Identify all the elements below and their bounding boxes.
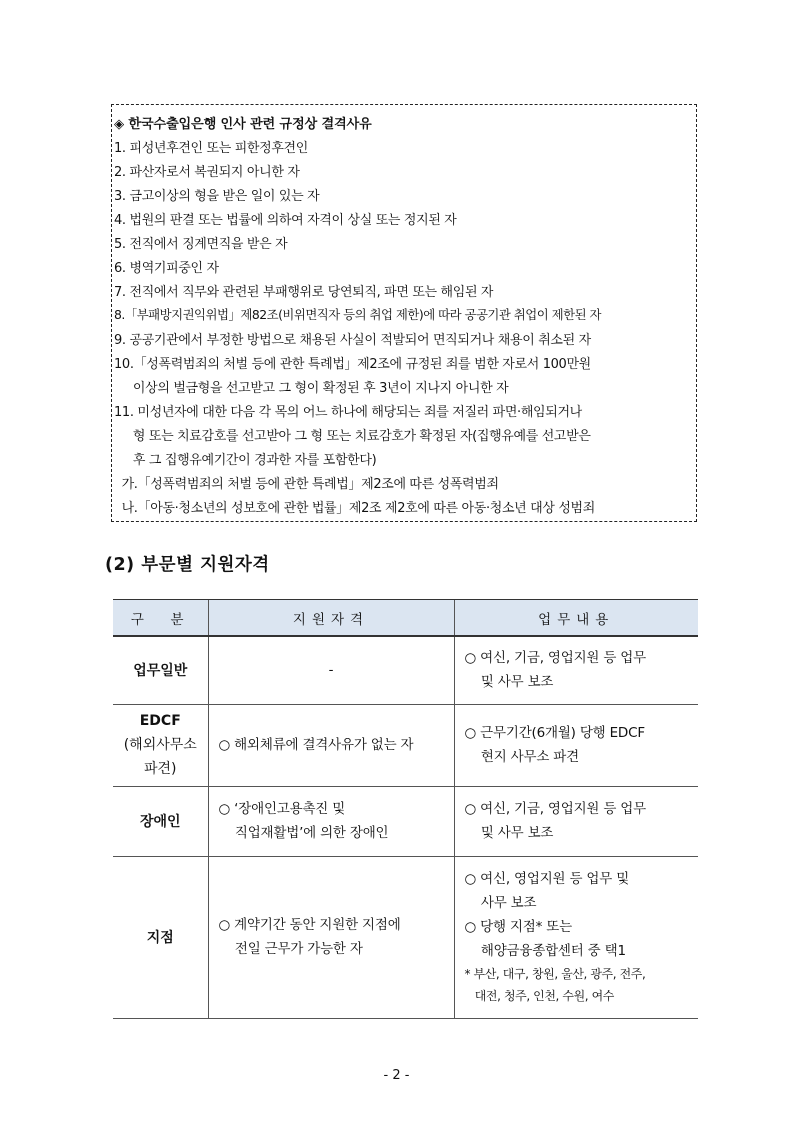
qualification-text: 전일 근무가 가능한 자 xyxy=(218,941,363,957)
duties-text: 해양금융종합센터 중 택1 xyxy=(464,943,626,959)
qualification-text: ○ 해외체류에 결격사유가 없는 자 xyxy=(218,737,414,753)
box-line: 6. 병역기피중인 자 xyxy=(114,261,219,276)
header-category-label: 구 분 xyxy=(130,611,190,628)
box-line: 9. 공공기관에서 부정한 방법으로 채용된 사실이 적발되어 면직되거나 채용이 취소된 자 xyxy=(114,333,591,348)
category-label: 업무일반 xyxy=(133,663,188,680)
duties-text: 및 사무 보조 xyxy=(464,825,554,841)
header-duties xyxy=(454,600,698,637)
box-line: 이상의 벌금형을 선고받고 그 형이 확정된 후 3년이 지나지 아니한 자 xyxy=(114,381,509,396)
category-label: EDCF xyxy=(139,713,181,729)
category-cell xyxy=(113,636,208,704)
duties-cell xyxy=(454,856,698,1018)
table-row xyxy=(113,636,698,704)
box-line: 11. 미성년자에 대한 다음 각 목의 어느 하나에 해당되는 죄를 저질러 파면·해임되거나 xyxy=(114,405,582,420)
box-line: 5. 전직에서 징계면직을 받은 자 xyxy=(114,237,288,252)
category-sub-label: (해외사무소 xyxy=(123,737,197,753)
box-line: 8.「부패방지권익위법」제82조(비위면직자 등의 취업 제한)에 따라 공공기관 취업이 제한된 자 xyxy=(114,307,601,322)
qualification-text: 직업재활법’에 의한 장애인 xyxy=(218,825,389,841)
table-row xyxy=(113,704,698,786)
box-line: 7. 전직에서 직무와 관련된 부패행위로 당연퇴직, 파면 또는 해임된 자 xyxy=(114,285,494,300)
qualification-cell xyxy=(208,786,454,856)
duties-text: 및 사무 보조 xyxy=(464,674,554,691)
duties-text: 현지 사무소 파견 xyxy=(464,749,579,765)
qualification-cell xyxy=(208,856,454,1018)
category-label: 지점 xyxy=(146,930,174,946)
duties-text: ○ 여신, 기금, 영업지원 등 업무 xyxy=(464,801,646,817)
box-title: ◈ 한국수출입은행 인사 관련 규정상 결격사유 xyxy=(114,117,372,132)
qualification-text: ○ ‘장애인고용촉진 및 xyxy=(218,801,346,817)
box-line: 형 또는 치료감호를 선고받아 그 형 또는 치료감호가 확정된 자(집행유예를 선고받은 xyxy=(114,429,591,444)
category-cell xyxy=(113,856,208,1018)
box-line: 3. 금고이상의 형을 받은 일이 있는 자 xyxy=(114,189,320,204)
qualification-cell xyxy=(208,636,454,704)
box-line: 가.「성폭력범죄의 처벌 등에 관한 특례법」제2조에 따른 성폭력범죄 xyxy=(114,477,499,492)
category-cell xyxy=(113,786,208,856)
header-qualification-label: 지원자격 xyxy=(292,611,370,628)
duties-text: ○ 근무기간(6개월) 당행 EDCF xyxy=(464,725,645,741)
duties-text: ○ 여신, 영업지원 등 업무 및 xyxy=(464,871,630,887)
header-duties-label: 업무내용 xyxy=(538,611,615,628)
box-line: 1. 피성년후견인 또는 피한정후견인 xyxy=(114,141,308,156)
duties-text: ○ 당행 지점* 또는 xyxy=(464,919,572,935)
table-header-row xyxy=(113,600,698,637)
duties-cell xyxy=(454,704,698,786)
category-sub-label: 파견) xyxy=(143,761,177,777)
box-line: 후 그 집행유예기간이 경과한 자를 포함한다) xyxy=(114,453,377,468)
qualification-cell xyxy=(208,704,454,786)
qualification-text: ○ 계약기간 동안 지원한 지점에 xyxy=(218,917,401,933)
duties-cell xyxy=(454,636,698,704)
box-line: 10.「성폭력범죄의 처벌 등에 관한 특례법」제2조에 규정된 죄를 범한 자로서 100만원 xyxy=(114,357,591,372)
branch-note: * 부산, 대구, 창원, 울산, 광주, 전주, xyxy=(464,967,646,981)
box-line: 나.「아동·청소년의 성보호에 관한 법률」제2조 제2호에 따른 아동·청소년 대상 성범죄 xyxy=(114,501,595,516)
branch-note: 대전, 청주, 인천, 수원, 여수 xyxy=(464,989,614,1003)
box-line: 2. 파산자로서 복권되지 아니한 자 xyxy=(114,165,300,180)
box-line: 4. 법원의 판결 또는 법률에 의하여 자격이 상실 또는 정지된 자 xyxy=(114,213,457,228)
table-row xyxy=(113,786,698,856)
disqualification-box xyxy=(111,104,697,522)
duties-text: ○ 여신, 기금, 영업지원 등 업무 xyxy=(464,650,646,667)
section-title: (2) 부문별 지원자격 xyxy=(105,555,270,575)
qualification-text: - xyxy=(328,662,334,679)
duties-text: 사무 보조 xyxy=(464,895,537,911)
category-label: 장애인 xyxy=(139,814,181,830)
duties-cell xyxy=(454,786,698,856)
header-qualification xyxy=(208,600,454,637)
table-row xyxy=(113,856,698,1018)
category-cell xyxy=(113,704,208,786)
header-category xyxy=(113,600,208,637)
qualification-table xyxy=(113,599,698,1019)
page-number: - 2 - xyxy=(383,1068,410,1083)
